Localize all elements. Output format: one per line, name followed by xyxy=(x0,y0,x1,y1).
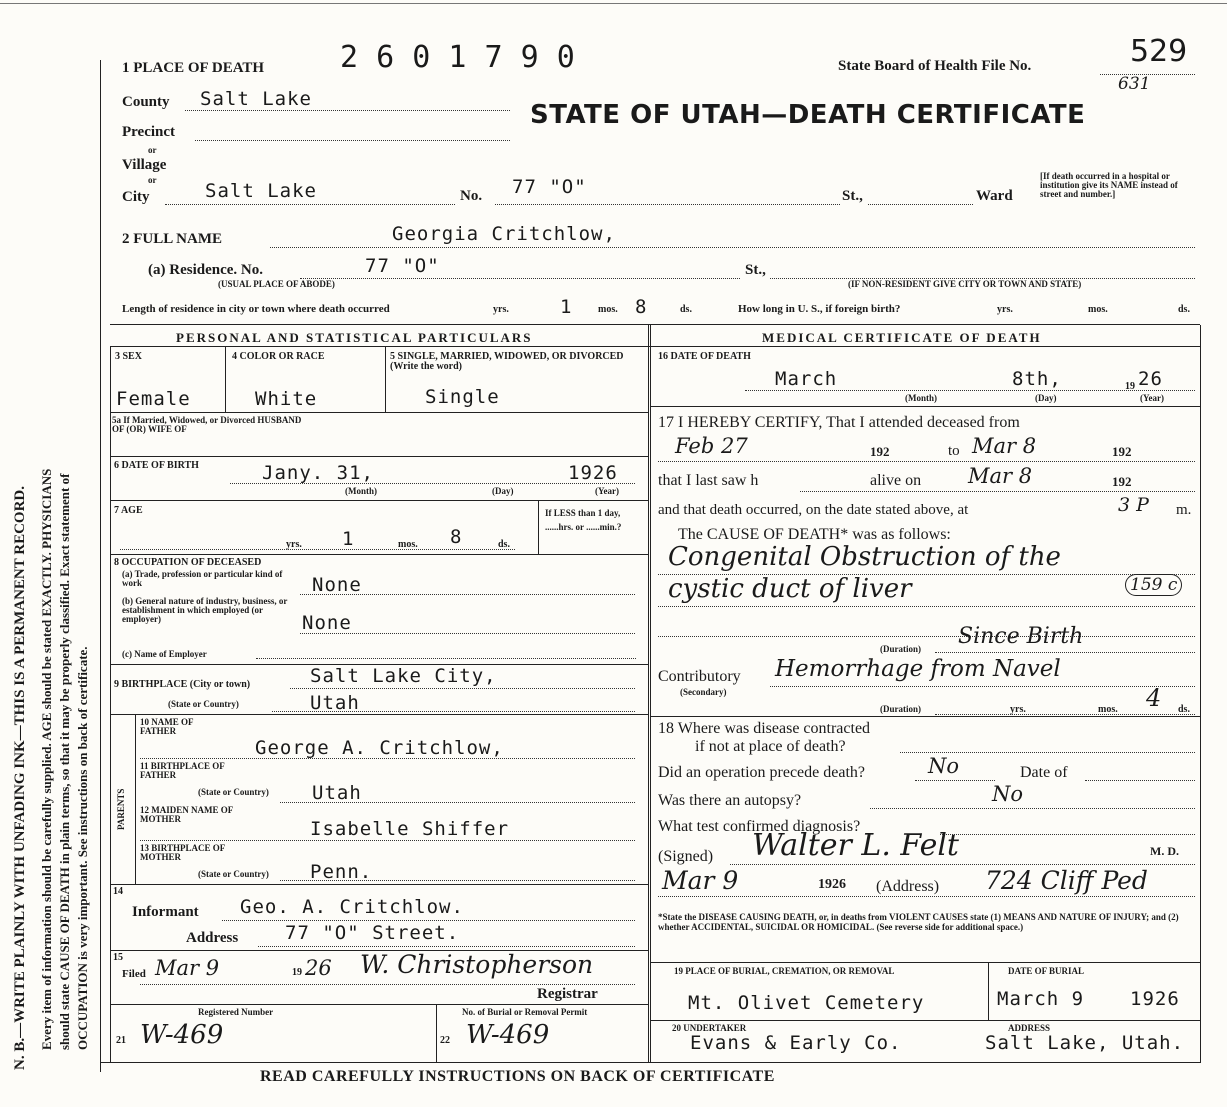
test-confirmed-line xyxy=(940,834,1195,835)
informant-address-line xyxy=(258,946,635,947)
us-ds-label: ds. xyxy=(1178,304,1190,315)
last-saw-year: 192 xyxy=(1112,474,1132,489)
frame-bottom xyxy=(100,1062,1200,1063)
item-15-number: 15 xyxy=(113,952,123,963)
residence-sub-label: (USUAL PLACE OF ABODE) xyxy=(218,279,335,289)
contributory-line xyxy=(770,686,1195,687)
how-long-us-label: How long in U. S., if foreign birth? xyxy=(738,303,901,315)
test-confirmed-label: What test confirmed diagnosis? xyxy=(658,818,861,835)
death-year: 26 xyxy=(1138,368,1163,390)
frame-right xyxy=(1200,325,1201,1063)
last-saw-label: that I last saw h xyxy=(658,472,759,489)
section-header-rule xyxy=(110,346,1200,347)
cause-of-death-line-1: Congenital Obstruction of the xyxy=(668,542,1061,572)
birthplace-state-label: (State or Country) xyxy=(168,699,239,709)
item-14-number: 14 xyxy=(113,886,123,897)
filed-year-prefix: 19 xyxy=(292,967,302,978)
duration-ds-label: ds. xyxy=(1178,704,1190,715)
burial-permit-value: W-469 xyxy=(466,1020,550,1050)
birthplace-city-line xyxy=(290,688,635,689)
duration-line-1 xyxy=(935,652,1195,653)
father-state-label: (State or Country) xyxy=(198,787,269,797)
duration-value-2: 4 xyxy=(1146,684,1162,712)
cause-of-death-label: The CAUSE OF DEATH* was as follows: xyxy=(678,526,951,543)
burial-permit-label: No. of Burial or Removal Permit xyxy=(462,1007,588,1017)
filed-label: Filed xyxy=(122,968,146,980)
ward-note: [If death occurred in a hospital or institution give its NAME instead of street and number.] xyxy=(1040,171,1178,199)
death-month-label: (Month) xyxy=(905,393,937,403)
color-marital-divider xyxy=(385,346,386,412)
footer-instructions: READ CAREFULLY INSTRUCTIONS ON BACK OF CERTIFICATE xyxy=(260,1068,775,1085)
burial-place-label: 19 PLACE OF BURIAL, CREMATION, OR REMOVAL xyxy=(674,966,895,976)
length-ds-value: 8 xyxy=(635,296,648,318)
color-label: 4 COLOR OR RACE xyxy=(232,351,325,362)
cause-line-2 xyxy=(658,606,1195,607)
contributory-label: Contributory xyxy=(658,668,741,685)
residence-label: (a) Residence. No. xyxy=(148,262,263,278)
father-birthplace-label: 11 BIRTHPLACE OF FATHER xyxy=(140,761,225,780)
duration-label-2: (Duration) xyxy=(880,704,921,714)
row-rule-9 xyxy=(110,1004,648,1005)
filed-year: 26 xyxy=(305,956,332,980)
cause-code: 159 c xyxy=(1125,574,1182,596)
attended-to-label: to xyxy=(948,443,960,459)
attended-from-year: 192 xyxy=(870,444,890,459)
mother-birthplace-value: Penn. xyxy=(310,861,373,883)
file-number-label: State Board of Health File No. xyxy=(838,58,1032,74)
death-occurred-label: and that death occurred, on the date stated above, at xyxy=(658,502,969,518)
death-year-label: (Year) xyxy=(1140,393,1164,403)
mother-birthplace-line xyxy=(280,880,635,881)
marital-value: Single xyxy=(425,386,500,408)
autopsy-label: Was there an autopsy? xyxy=(658,792,802,809)
father-birthplace-line xyxy=(280,802,635,803)
street-line xyxy=(495,204,840,205)
mother-name-value: Isabelle Shiffer xyxy=(310,818,510,840)
death-day-label: (Day) xyxy=(1035,393,1057,403)
dob-year-label: (Year) xyxy=(595,486,619,496)
undertaker-label: 20 UNDERTAKER xyxy=(672,1023,747,1033)
city-label: City xyxy=(122,189,150,205)
age-less-divider xyxy=(538,500,539,554)
ward-pre-line xyxy=(868,204,973,205)
father-name-value: George A. Critchlow, xyxy=(255,737,504,759)
signed-line xyxy=(730,864,1195,865)
dob-day-label: (Day) xyxy=(492,486,514,496)
attended-from-date: Feb 27 xyxy=(675,434,748,458)
marital-label: 5 SINGLE, MARRIED, WIDOWED, OR DIVORCED (Write the word) xyxy=(390,351,624,372)
dob-month-label: (Month) xyxy=(345,486,377,496)
informant-value: Geo. A. Critchlow. xyxy=(240,896,464,918)
father-birthplace-value: Utah xyxy=(312,782,362,804)
burial-date-label: DATE OF BURIAL xyxy=(1008,966,1085,976)
age-ds-value: 8 xyxy=(450,526,463,548)
mother-birthplace-label: 13 BIRTHPLACE OF MOTHER xyxy=(140,843,225,862)
contributory-value: Hemorrhage from Navel xyxy=(775,656,1061,682)
burial-place-value: Mt. Olivet Cemetery xyxy=(688,992,925,1014)
non-resident-note: (IF NON-RESIDENT GIVE CITY OR TOWN AND STATE) xyxy=(848,279,1082,289)
personal-section-header: PERSONAL AND STATISTICAL PARTICULARS xyxy=(176,330,533,345)
sex-value: Female xyxy=(116,388,191,410)
burial-year-value: 1926 xyxy=(1130,988,1180,1010)
street-number-label: No. xyxy=(460,188,483,204)
city-line xyxy=(165,204,455,205)
physician-signature: Walter L. Felt xyxy=(752,828,959,863)
signed-address-value: 724 Cliff Ped xyxy=(985,866,1148,895)
age-ds-label: ds. xyxy=(498,539,510,550)
death-time: 3 P xyxy=(1118,494,1149,516)
cause-footnote: *State the DISEASE CAUSING DEATH, or, in deaths from VIOLENT CAUSES state (1) MEANS AND NATURE OF INJURY; and (2) whether ACCIDENTAL, SUICIDAL OR HOMICIDAL. (See reverse side for additional space.) xyxy=(658,912,1179,932)
dob-year: 1926 xyxy=(568,462,618,484)
row-rule-1 xyxy=(110,412,648,413)
county-line xyxy=(185,110,510,111)
date-of-death-label: 16 DATE OF DEATH xyxy=(658,351,751,362)
employer-label: (c) Name of Employer xyxy=(122,649,207,659)
signed-date: Mar 9 xyxy=(662,866,739,895)
birthplace-state-line xyxy=(272,711,635,712)
occupation-a-line xyxy=(300,594,635,595)
top-border xyxy=(0,3,1227,4)
autopsy-value: No xyxy=(992,782,1024,806)
undertaker-value: Evans & Early Co. xyxy=(690,1032,902,1054)
filed-date: Mar 9 xyxy=(155,956,220,980)
street-number-value: 77 "O" xyxy=(512,176,587,198)
operation-label: Did an operation precede death? xyxy=(658,764,866,781)
birthplace-label: 9 BIRTHPLACE (City or town) xyxy=(114,679,251,690)
margin-line-4: OCCUPATION is very important. See instructions on back of certificate. xyxy=(75,646,90,1050)
undertaker-address-value: Salt Lake, Utah. xyxy=(985,1032,1185,1054)
document-title: STATE OF UTAH—DEATH CERTIFICATE xyxy=(530,100,1086,130)
cause-line-3 xyxy=(658,636,1195,637)
residence-street-label: St., xyxy=(745,262,766,278)
occupation-b-label: (b) General nature of industry, business, or establishment in which employed (or employer) xyxy=(122,596,288,624)
mother-state-label: (State or Country) xyxy=(198,869,269,879)
signed-date-line xyxy=(658,896,1195,897)
employer-line xyxy=(256,658,636,659)
residence-value: 77 "O" xyxy=(365,255,440,277)
father-name-line xyxy=(140,758,635,759)
section-top-rule xyxy=(110,324,1200,325)
md-label: M. D. xyxy=(1150,844,1179,858)
secondary-label: (Secondary) xyxy=(680,687,727,697)
age-yrs-label: yrs. xyxy=(286,539,302,550)
death-time-m-label: m. xyxy=(1176,502,1192,518)
full-name-value: Georgia Critchlow, xyxy=(392,223,616,245)
registered-number-value: W-469 xyxy=(140,1020,224,1050)
row-rule-6 xyxy=(110,714,648,715)
informant-address-value: 77 "O" Street. xyxy=(285,922,460,944)
item-22-number: 22 xyxy=(440,1035,450,1046)
registered-number-label: Registered Number xyxy=(198,1007,274,1017)
signed-year: 1926 xyxy=(818,877,846,892)
spouse-label: 5a If Married, Widowed, or Divorced HUSBAND OF (OR) WIFE OF xyxy=(112,415,302,434)
occupation-label: 8 OCCUPATION OF DECEASED xyxy=(114,557,262,568)
sex-label: 3 SEX xyxy=(115,351,142,362)
dob-label: 6 DATE OF BIRTH xyxy=(114,460,199,471)
med-rule-1 xyxy=(650,406,1200,407)
operation-date-label: Date of xyxy=(1020,764,1068,781)
burial-date-value: March 9 xyxy=(997,988,1085,1010)
birthplace-state: Utah xyxy=(310,692,360,714)
permit-divider xyxy=(436,1004,437,1062)
us-yrs-label: yrs. xyxy=(997,304,1013,315)
alive-on-label: alive on xyxy=(870,472,922,489)
dob-month-day: Jany. 31, xyxy=(262,462,374,484)
signed-address-label: (Address) xyxy=(876,878,940,895)
length-ds-label: ds. xyxy=(680,304,692,315)
certify-label: 17 I HEREBY CERTIFY, That I attended deceased from xyxy=(658,414,1020,431)
row-rule-7 xyxy=(110,884,648,885)
signed-label: (Signed) xyxy=(658,848,714,865)
or-text-1: or xyxy=(148,145,157,155)
burial-date-divider xyxy=(988,962,989,1020)
county-value: Salt Lake xyxy=(200,88,312,110)
death-month: March xyxy=(775,368,838,390)
row-rule-3 xyxy=(110,500,648,501)
precinct-line xyxy=(195,140,510,141)
occupation-a-value: None xyxy=(312,574,362,596)
length-mos-label: mos. xyxy=(598,304,618,315)
attended-to-date: Mar 8 xyxy=(972,434,1037,458)
medical-section-header: MEDICAL CERTIFICATE OF DEATH xyxy=(762,330,1042,345)
full-name-label: 2 FULL NAME xyxy=(122,231,223,247)
row-rule-2 xyxy=(110,456,648,457)
age-line xyxy=(120,549,515,550)
duration-value-1: Since Birth xyxy=(958,624,1084,649)
attended-line xyxy=(658,461,1195,462)
precinct-label: Precinct xyxy=(122,124,176,140)
parents-divider xyxy=(135,714,136,884)
duration-label-1: (Duration) xyxy=(880,644,921,654)
filed-line xyxy=(140,984,635,985)
occupation-b-value: None xyxy=(302,612,352,634)
informant-address-label: Address xyxy=(186,930,239,946)
age-mos-value: 1 xyxy=(342,528,355,550)
death-day: 8th, xyxy=(1012,368,1062,390)
disease-contracted-line xyxy=(900,752,1195,753)
village-label: Village xyxy=(122,157,167,173)
last-saw-date: Mar 8 xyxy=(968,464,1033,488)
margin-line-2: Every item of information should be carefully supplied. AGE should be stated EXACTLY. PHYSICIANS xyxy=(39,468,54,1050)
autopsy-line xyxy=(870,808,1195,809)
attended-to-year: 192 xyxy=(1112,444,1132,459)
item-21-number: 21 xyxy=(116,1035,126,1046)
birthplace-city: Salt Lake City, xyxy=(310,665,497,687)
file-number-secondary: 631 xyxy=(1118,74,1151,94)
duration-mos-label: mos. xyxy=(1098,704,1118,715)
registrar-signature: W. Christopherson xyxy=(360,950,594,979)
operation-line xyxy=(915,780,995,781)
file-number-line xyxy=(1100,74,1195,75)
age-less-label: If LESS than 1 day, ......hrs. or ......min.? xyxy=(545,508,622,532)
disease-contracted-label-2: if not at place of death? xyxy=(695,738,846,755)
undertaker-address-label: ADDRESS xyxy=(1008,1023,1051,1033)
residence-line xyxy=(300,278,740,279)
disease-contracted-label: 18 Where was disease contracted xyxy=(658,720,871,737)
left-inner-border xyxy=(110,346,111,1062)
duration-line-2 xyxy=(935,714,1195,715)
father-name-label: 10 NAME OF FATHER xyxy=(140,717,194,736)
death-year-prefix: 19 xyxy=(1125,381,1135,392)
place-of-death-label: 1 PLACE OF DEATH xyxy=(122,60,265,76)
parents-label: PARENTS xyxy=(116,788,126,830)
street-label: St., xyxy=(842,188,863,204)
duration-yrs-label: yrs. xyxy=(1010,704,1026,715)
registrar-label: Registrar xyxy=(537,986,598,1002)
mother-name-label: 12 MAIDEN NAME OF MOTHER xyxy=(140,805,233,824)
length-yrs-label: yrs. xyxy=(493,304,509,315)
us-mos-label: mos. xyxy=(1088,304,1108,315)
age-mos-label: mos. xyxy=(398,539,418,550)
or-text-2: or xyxy=(148,175,157,185)
length-of-residence-label: Length of residence in city or town where death occurred xyxy=(122,303,390,315)
margin-line-3: should state CAUSE OF DEATH in plain terms, so that it may be properly classified. Exact statement of xyxy=(57,473,72,1050)
mother-name-line xyxy=(140,840,635,841)
occupation-b-line xyxy=(300,633,635,634)
operation-value: No xyxy=(928,754,960,778)
county-label: County xyxy=(122,94,170,110)
last-saw-line xyxy=(800,491,1195,492)
med-rule-3 xyxy=(650,962,1200,963)
age-label: 7 AGE xyxy=(114,505,143,516)
city-value: Salt Lake xyxy=(205,180,317,202)
margin-line-1: N. B.—WRITE PLAINLY WITH UNFADING INK—THIS IS A PERMANENT RECORD. xyxy=(12,486,28,1070)
full-name-line xyxy=(270,247,1195,248)
certificate-stamp-number: 2 6 0 1 7 9 0 xyxy=(340,40,575,75)
file-number: 529 xyxy=(1130,34,1188,69)
frame-left xyxy=(100,60,101,1072)
dob-line xyxy=(230,483,635,484)
row-rule-4 xyxy=(110,554,648,555)
informant-line xyxy=(222,920,635,921)
length-mos-value: 1 xyxy=(560,296,573,318)
cause-of-death-line-2: cystic duct of liver xyxy=(668,574,912,604)
date-of-death-line xyxy=(745,390,1195,391)
column-divider xyxy=(648,324,651,1062)
informant-label: Informant xyxy=(132,904,199,920)
ward-label: Ward xyxy=(976,188,1013,204)
color-value: White xyxy=(255,388,318,410)
operation-date-line xyxy=(1085,780,1195,781)
sex-color-divider xyxy=(225,346,226,412)
med-rule-2 xyxy=(650,716,1200,717)
med-rule-4 xyxy=(650,1020,1200,1021)
occupation-a-label: (a) Trade, profession or particular kind of work xyxy=(122,569,283,588)
